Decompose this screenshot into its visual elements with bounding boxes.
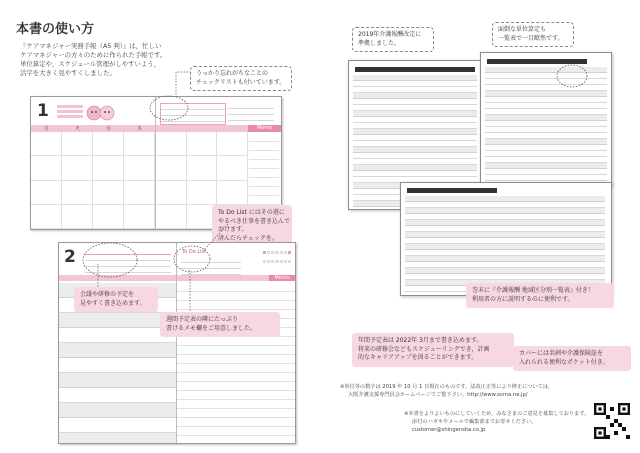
callout-annual	[352, 333, 514, 367]
callout-areas	[466, 283, 614, 308]
feedback-line: 添付のハガキやメールで編集部までお寄せください。	[412, 419, 537, 425]
mini-calendar	[263, 251, 291, 267]
callout-units	[492, 22, 574, 47]
callout-pocket	[513, 346, 631, 371]
memo-tab: Memo	[248, 125, 281, 132]
todo-header: To Do List	[182, 249, 207, 255]
checklist-highlight	[148, 94, 190, 122]
weekday-header	[31, 125, 155, 132]
callout-line: 2019年介護報酬改定に	[358, 31, 422, 38]
weekday-label: 月	[43, 126, 49, 132]
callout-revision	[352, 27, 434, 52]
callout-line: 週間予定表の隣にたっぷり	[166, 316, 239, 323]
callout-line: 準拠しました。	[358, 39, 401, 47]
callout-line: 年間予定表は 2022年 3月まで書き込めます。	[358, 337, 483, 344]
reference-document-2	[480, 52, 612, 186]
callout-line: 将来の研修会などもスケジューリングでき，計画	[358, 345, 490, 353]
footnote-line: 大阪介護支援専門員会ホームページでご覧下さい。http://www.ocma.ne.jp/	[348, 392, 528, 398]
intro-line: 活字を大きく見やすくしました。	[20, 69, 116, 77]
callout-line: 一覧表で一目瞭然です。	[498, 34, 564, 42]
intro-line: 『ケアマネジャー実務手帳（A5 判）』は，忙しい	[20, 42, 162, 50]
weekday-label: 水	[105, 126, 111, 132]
character-illustration	[85, 103, 117, 121]
callout-line: うっかり忘れがちなことの	[196, 70, 269, 77]
callout-line: 書けるメモ欄をご用意しました。	[166, 324, 257, 332]
callout-line: やるべき仕事を書き込んで	[218, 217, 291, 225]
callout-meetings	[74, 287, 158, 312]
month-number: 2	[64, 247, 76, 267]
month-number: 1	[37, 101, 49, 121]
callout-line: 的なキャリアアップを図ることができます。	[358, 354, 478, 361]
callout-line: カバーには名刺や介護保険証を	[519, 350, 604, 357]
callout-line: おけます。	[218, 226, 248, 233]
callout-line: 見やすく書き込めます。	[80, 299, 146, 307]
qr-code	[594, 403, 630, 439]
callout-line: 会議や研修の予定を	[80, 291, 135, 298]
intro-line: ケアマネジャーの方々のために作られた手帳です。	[20, 51, 167, 59]
callout-line: 済んだらチェックを。	[218, 234, 278, 242]
feedback-line: ※本書をよりよいものにしていくため，みなさまのご意見を募集しております。	[404, 411, 590, 417]
intro-line: 単位算定や，スケジュール管理がしやすいよう，	[20, 60, 161, 68]
callout-line: チェックリストも付いています。	[196, 78, 286, 86]
calendar-grid	[31, 132, 155, 229]
callout-checklist	[190, 66, 292, 91]
weekday-label: 木	[136, 126, 142, 132]
callout-line: 利用者の方に説明するのに便利です。	[472, 295, 574, 303]
callout-line: 入れられる便利なポケット付き。	[519, 358, 609, 366]
callout-line: 巻末に『介護報酬 地域区分別一覧表』付き！	[472, 287, 594, 294]
memo-tab: Memo	[269, 275, 295, 281]
weekday-label: 火	[74, 126, 80, 132]
page-title: 本書の使い方	[16, 22, 95, 37]
footnote	[340, 383, 553, 399]
callout-line: 面倒な単位算定も	[498, 26, 547, 33]
callout-line: To Do List にはその週に	[218, 209, 285, 216]
feedback-email[interactable]: customer@shingensha.co.jp	[412, 427, 486, 433]
feedback	[404, 410, 589, 434]
intro-text	[20, 42, 190, 78]
footnote-line: ※単位等の数字は 2019 年 10 月 1 日現在のものです。法改正正等により修正については，	[340, 384, 554, 390]
callout-memo	[160, 312, 280, 337]
reference-document-area-table	[400, 182, 612, 296]
